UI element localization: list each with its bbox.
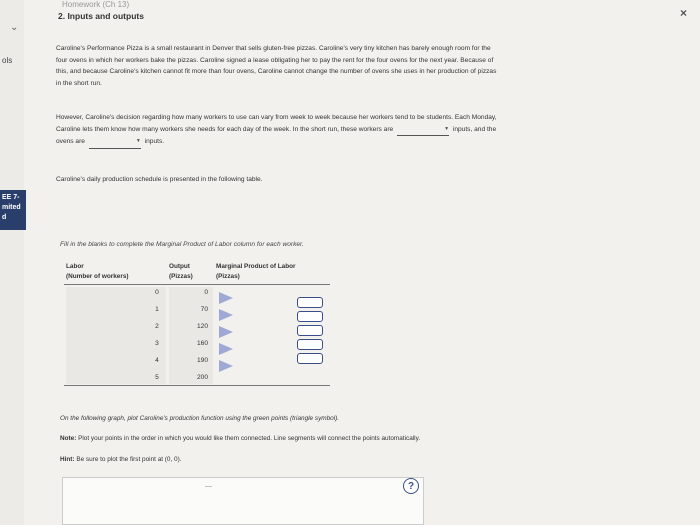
mpl-bracket-icon bbox=[219, 292, 233, 304]
mpl-bracket-icon bbox=[219, 360, 233, 372]
dropdown-arrow-icon: ▼ bbox=[135, 138, 141, 144]
paragraph-line: this, and because Caroline's kitchen cannot fit more than four ovens, Caroline cannot change the number of ovens she uses in her production of pizzas bbox=[56, 68, 497, 75]
help-icon[interactable]: ? bbox=[403, 478, 419, 494]
paragraph-text: inputs. bbox=[144, 138, 165, 145]
hint-text bbox=[60, 456, 182, 463]
mpl-input-worker-2[interactable] bbox=[297, 311, 323, 322]
table-bottom-divider bbox=[64, 385, 330, 386]
mpl-input-worker-5[interactable] bbox=[297, 353, 323, 364]
mpl-bracket-icon bbox=[219, 309, 233, 321]
graph-instruction: On the following graph, plot Caroline's production function using the green points (triangle symbol). bbox=[60, 415, 340, 422]
ovens-input-type-dropdown[interactable] bbox=[89, 136, 141, 149]
table-cell-output: 200 bbox=[196, 374, 208, 381]
note-label: Note: bbox=[60, 435, 77, 442]
paragraph-text: Caroline lets them know how many workers she needs for each day of the week. In the short run, these workers are bbox=[56, 125, 394, 133]
table-header-divider bbox=[64, 284, 330, 285]
sidebar-tab-line: mited bbox=[2, 204, 21, 211]
table-cell-output: 70 bbox=[200, 306, 208, 313]
paragraph-line: However, Caroline's decision regarding how many workers to use can vary from week to week because her workers tend to be students. Each Monday, bbox=[56, 114, 497, 121]
table-cell-labor: 2 bbox=[155, 323, 159, 330]
sidebar-tab-line: d bbox=[2, 214, 7, 221]
paragraph-line bbox=[56, 124, 621, 137]
table-cell-labor: 1 bbox=[155, 306, 159, 313]
hint-body: Be sure to plot the first point at (0, 0). bbox=[76, 456, 182, 463]
paragraph-line: in the short run. bbox=[56, 79, 102, 87]
sidebar-label-tools: ols bbox=[2, 56, 13, 65]
mpl-input-worker-3[interactable] bbox=[297, 325, 323, 336]
note-body: Plot your points in the order in which you would like them connected. Line segments will connect the points automatically. bbox=[78, 435, 421, 442]
sidebar-active-tab[interactable] bbox=[0, 190, 26, 230]
paragraph-line: Caroline's Performance Pizza is a small restaurant in Denver that sells gluten-free pizzas. Caroline's very tiny kitchen has barely enough room for the bbox=[56, 45, 491, 52]
paragraph-text: ovens are bbox=[56, 138, 85, 145]
table-cell-output: 0 bbox=[204, 289, 208, 296]
mpl-bracket-icon bbox=[219, 326, 233, 338]
table-instruction: Fill in the blanks to complete the Marginal Product of Labor column for each worker. bbox=[60, 241, 304, 248]
left-sidebar bbox=[0, 0, 24, 525]
sidebar-tab-line: EE 7- bbox=[2, 194, 20, 201]
schedule-paragraph: Caroline's daily production schedule is presented in the following table. bbox=[56, 176, 263, 183]
header-mpl: Marginal Product of Labor bbox=[216, 263, 296, 270]
header-labor: Labor bbox=[66, 263, 84, 270]
mpl-input-worker-1[interactable] bbox=[297, 297, 323, 308]
workers-input-type-dropdown[interactable] bbox=[397, 124, 449, 137]
dropdown-arrow-icon: ▼ bbox=[444, 125, 450, 132]
table-cell-output: 160 bbox=[196, 340, 208, 347]
table-cell-labor: 4 bbox=[155, 357, 159, 364]
mpl-bracket-icon bbox=[219, 343, 233, 355]
paragraph-text: inputs, and the bbox=[452, 125, 497, 133]
assignment-title: Homework (Ch 13) bbox=[62, 0, 130, 9]
paragraph-line bbox=[56, 136, 621, 149]
table-cell-output: 190 bbox=[196, 357, 208, 364]
close-icon[interactable]: × bbox=[680, 6, 688, 20]
header-labor-unit: (Number of workers) bbox=[66, 273, 129, 280]
header-mpl-unit: (Pizzas) bbox=[216, 273, 240, 280]
table-cell-labor: 3 bbox=[155, 340, 159, 347]
table-cell-output: 120 bbox=[196, 323, 208, 330]
note-text bbox=[60, 435, 420, 442]
table-cell-labor: 0 bbox=[155, 289, 159, 296]
labor-column-bg bbox=[66, 287, 166, 384]
intro-paragraph bbox=[56, 43, 621, 89]
header-output-unit: (Pizzas) bbox=[169, 273, 193, 280]
workers-paragraph bbox=[56, 112, 621, 149]
mpl-input-worker-4[interactable] bbox=[297, 339, 323, 350]
output-column-bg bbox=[169, 287, 213, 384]
production-function-graph[interactable] bbox=[62, 477, 424, 525]
hint-label: Hint: bbox=[60, 456, 75, 463]
section-title: 2. Inputs and outputs bbox=[58, 11, 144, 21]
paragraph-line: four ovens in which her workers bake the pizzas. Caroline signed a lease obligating her to pay the rent for the four ovens for the next year. Because of bbox=[56, 56, 494, 64]
chevron-down-icon[interactable]: ⌄ bbox=[10, 22, 19, 33]
header-output: Output bbox=[169, 263, 190, 270]
graph-tick-mark: — bbox=[205, 483, 212, 490]
table-cell-labor: 5 bbox=[155, 374, 159, 381]
